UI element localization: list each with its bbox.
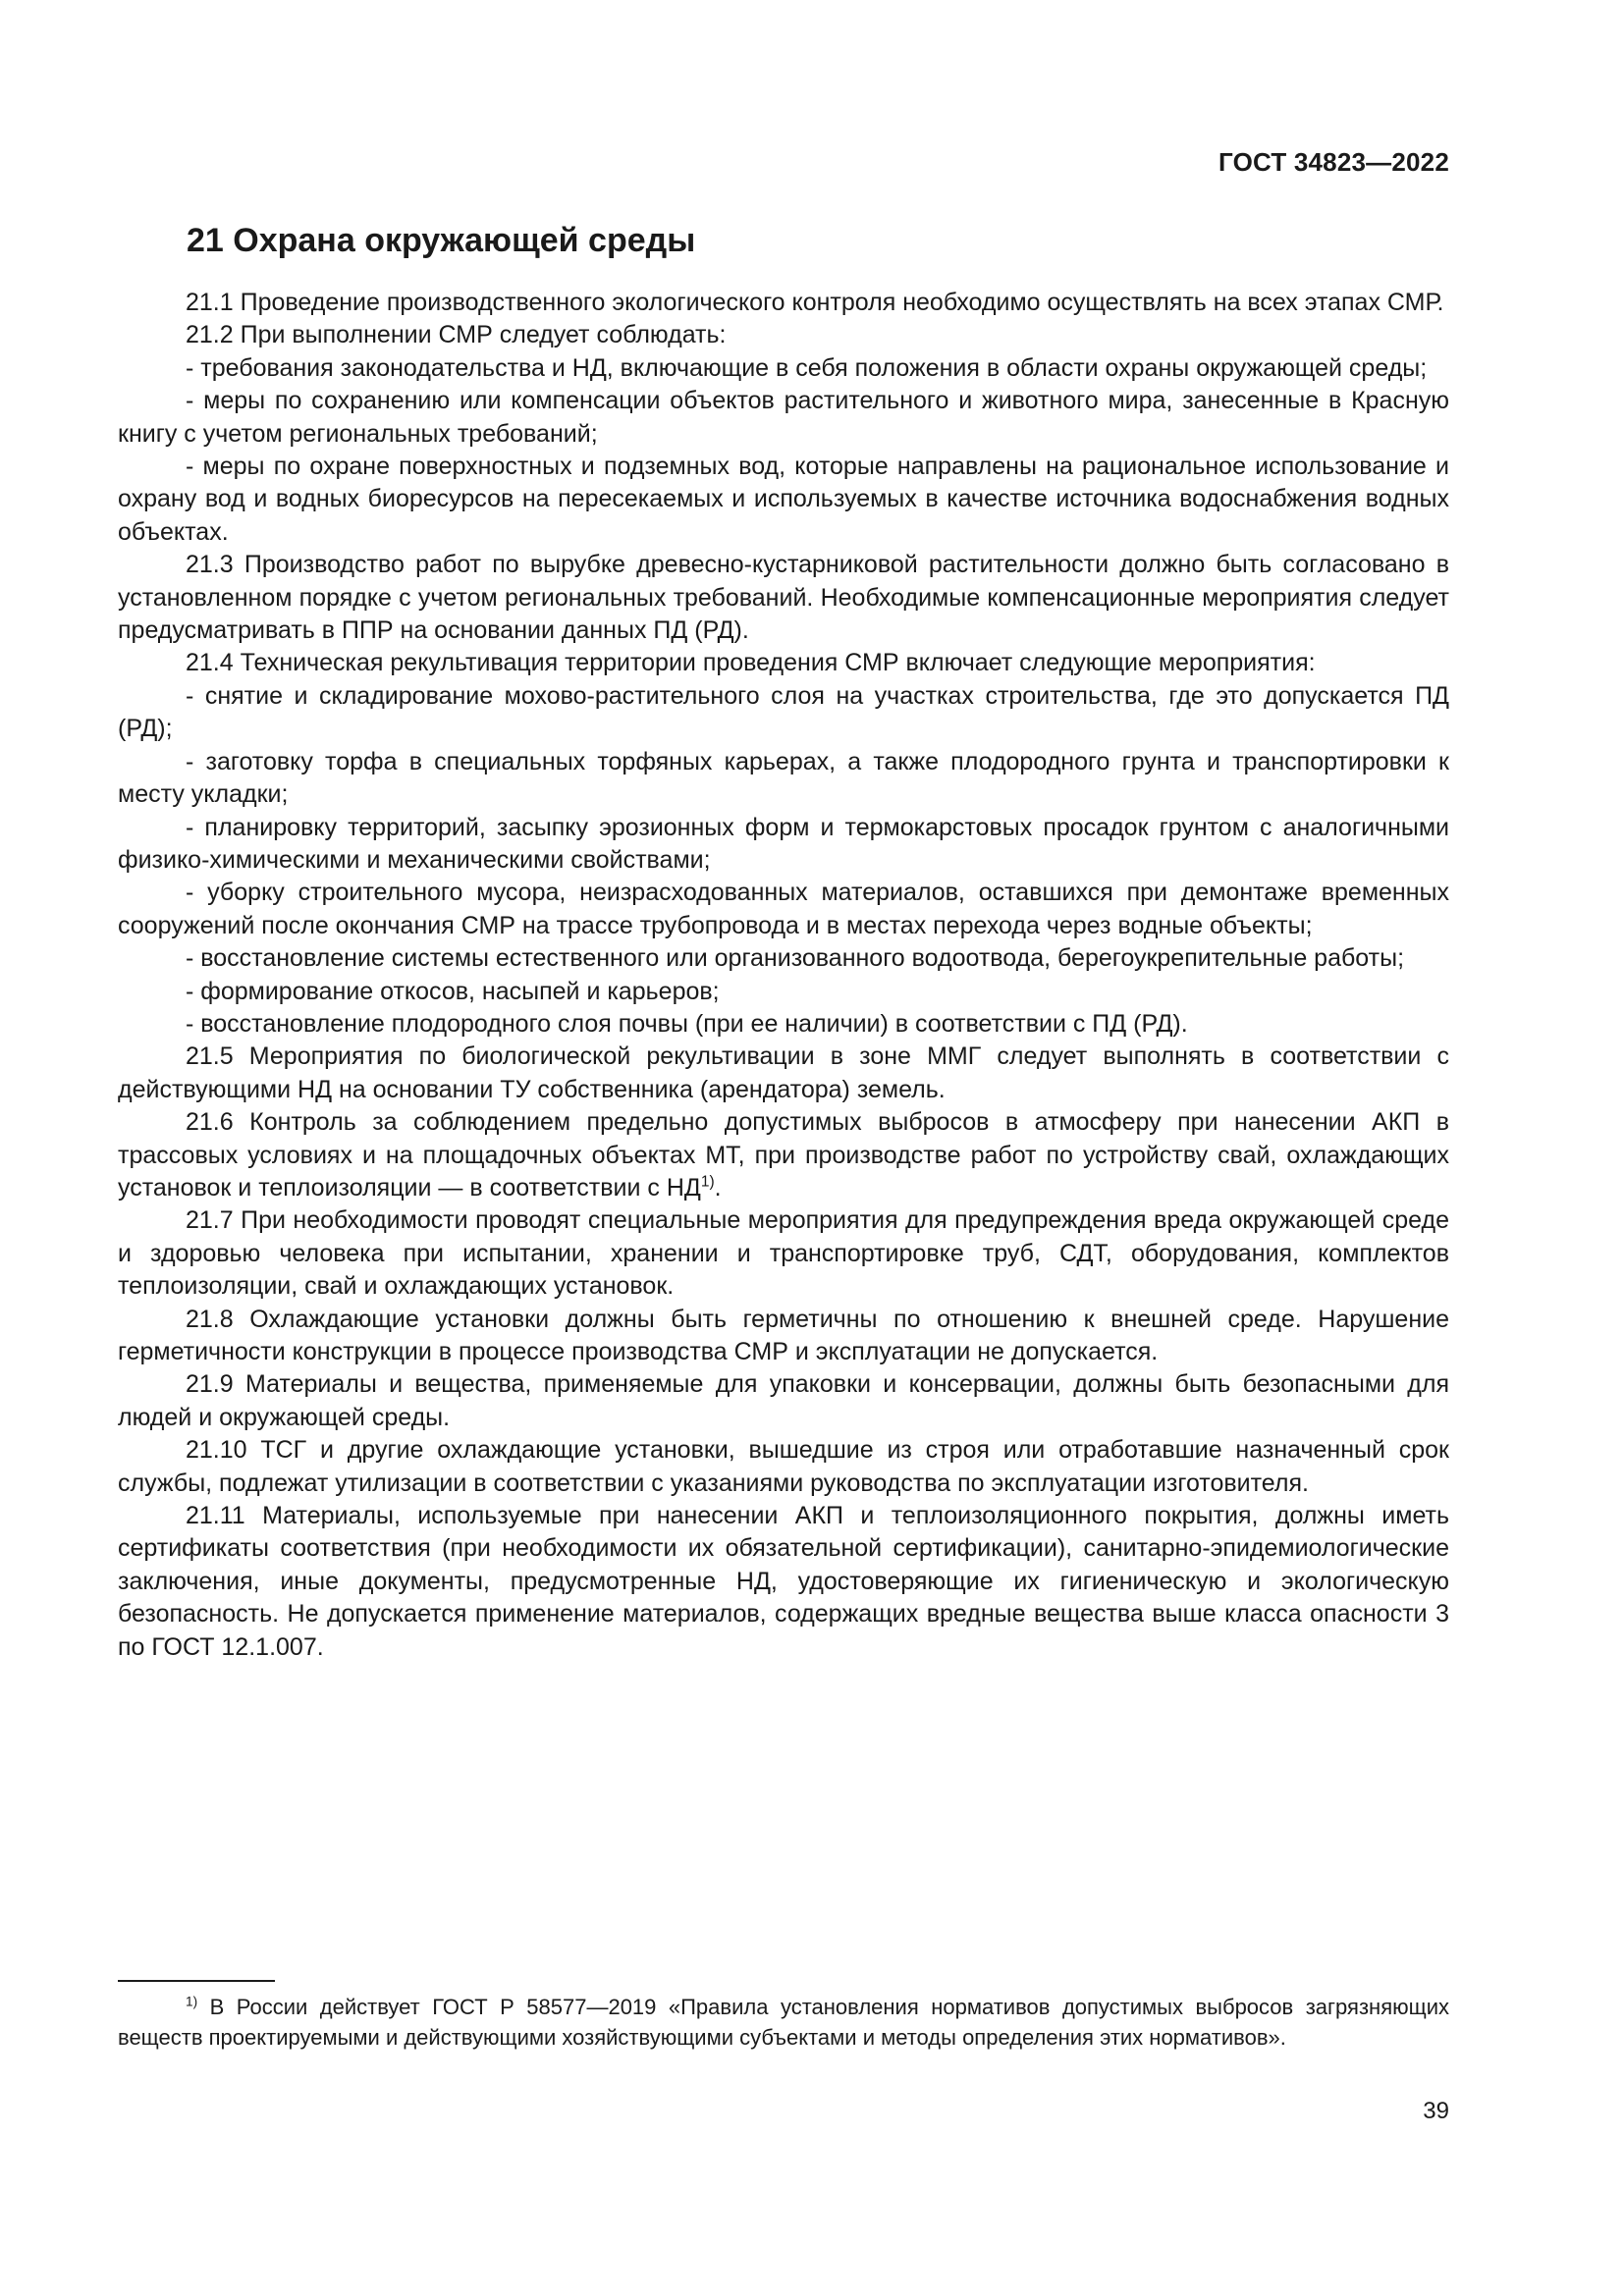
list-item: - снятие и складирование мохово-растительного слоя на участках строительства, где это допускается ПД (РД);: [118, 681, 1449, 743]
paragraph-21-2: 21.2 При выполнении СМР следует соблюдать:: [186, 321, 727, 349]
paragraph-21-8: 21.8 Охлаждающие установки должны быть герметичны по отношению к внешней среде. Нарушение герметичности конструкции в процессе производства СМР и эксплуатации не допускается.: [118, 1305, 1449, 1365]
section-title: 21 Охрана окружающей среды: [187, 222, 696, 259]
paragraph-21-5: 21.5 Мероприятия по биологической рекультивации в зоне ММГ следует выполнять в соответствии с действующими НД на основании ТУ собственника (арендатора) земель.: [118, 1042, 1449, 1103]
footnote-text: В России действует ГОСТ Р 58577—2019 «Правила установления нормативов допустимых выбросов загрязняющих веществ проектируемыми и действующими хозяйствующими субъектами и методы определения этих нормативов».: [118, 1995, 1449, 2050]
document-code: ГОСТ 34823—2022: [1218, 147, 1449, 177]
list-item: - восстановление системы естественного или организованного водоотвода, берегоукрепительные работы;: [186, 944, 1405, 973]
footnote-marker: 1): [186, 1994, 198, 2009]
list-item: - меры по сохранению или компенсации объектов растительного и животного мира, занесенные в Красную книгу с учетом региональных требований;: [118, 387, 1449, 448]
list-item: - заготовку торфа в специальных торфяных карьерах, а также плодородного грунта и транспортировки к месту укладки;: [118, 747, 1449, 809]
paragraph-21-1: 21.1 Проведение производственного экологического контроля необходимо осуществлять на всех этапах СМР.: [186, 289, 1444, 316]
paragraph-21-3: 21.3 Производство работ по вырубке древесно-кустарниковой растительности должно быть согласовано в установленном порядке с учетом региональных требований. Необходимые компенсационные мероприятия следует предусматривать в ППР на основании данных ПД (РД).: [118, 551, 1449, 645]
paragraph-21-6-end: .: [714, 1173, 722, 1201]
paragraph-21-7: 21.7 При необходимости проводят специальные мероприятия для предупреждения вреда окружающей среде и здоровью человека при испытании, хранении и транспортировке труб, СДТ, оборудования, комплектов теплоизоляции, свай и охлаждающих установок.: [118, 1206, 1449, 1301]
paragraph-21-10: 21.10 ТСГ и другие охлаждающие установки, вышедшие из строя или отработавшие назначенный срок службы, подлежат утилизации в соответствии с указаниями руководства по эксплуатации изготовителя.: [118, 1436, 1449, 1497]
paragraph-21-11: 21.11 Материалы, используемые при нанесении АКП и теплоизоляционного покрытия, должны иметь сертификаты соответствия (при необходимости их обязательной сертификации), санитарно-эпидемиологические заключения, иные документы, предусмотренные НД, удостоверяющие их гигиеническую и экологическую безопасность. Не допускается применение материалов, содержащих вредные вещества выше класса опасности 3 по ГОСТ 12.1.007.: [118, 1502, 1449, 1661]
list-item: - формирование откосов, насыпей и карьеров;: [186, 977, 720, 1005]
list-item: - меры по охране поверхностных и подземных вод, которые направлены на рациональное использование и охрану вод и водных биоресурсов на пересекаемых и используемых в качестве источника водоснабжения водных объектах.: [118, 453, 1449, 546]
list-item: - требования законодательства и НД, включающие в себя положения в области охраны окружающей среды;: [186, 353, 1428, 382]
list-item: - планировку территорий, засыпку эрозионных форм и термокарстовых просадок грунтом с аналогичными физико-химическими и механическими свойствами;: [118, 813, 1449, 874]
page-number: 39: [1423, 2098, 1449, 2124]
list-item: - восстановление плодородного слоя почвы (при ее наличии) в соответствии с ПД (РД).: [186, 1009, 1188, 1038]
footnote-divider: [118, 1980, 275, 1982]
list-item: - уборку строительного мусора, неизрасходованных материалов, оставшихся при демонтаже временных сооружений после окончания СМР на трассе трубопровода и в местах перехода через водные объекты;: [118, 879, 1449, 939]
footnote-reference[interactable]: 1): [700, 1173, 715, 1191]
paragraph-21-9: 21.9 Материалы и вещества, применяемые для упаковки и консервации, должны быть безопасными для людей и окружающей среды.: [118, 1370, 1449, 1431]
section-body: [118, 287, 1449, 1664]
paragraph-21-4: 21.4 Техническая рекультивация территории проведения СМР включает следующие мероприятия:: [186, 649, 1316, 677]
paragraph-21-6-text: 21.6 Контроль за соблюдением предельно допустимых выбросов в атмосферу при нанесении АКП в трассовых условиях и на площадочных объектах МТ, при производстве работ по устройству свай, охлаждающих установок и теплоизоляции — в соответствии с НД: [118, 1108, 1449, 1201]
paragraph-21-6: [118, 1106, 1449, 1204]
footnote: [118, 1993, 1449, 2053]
